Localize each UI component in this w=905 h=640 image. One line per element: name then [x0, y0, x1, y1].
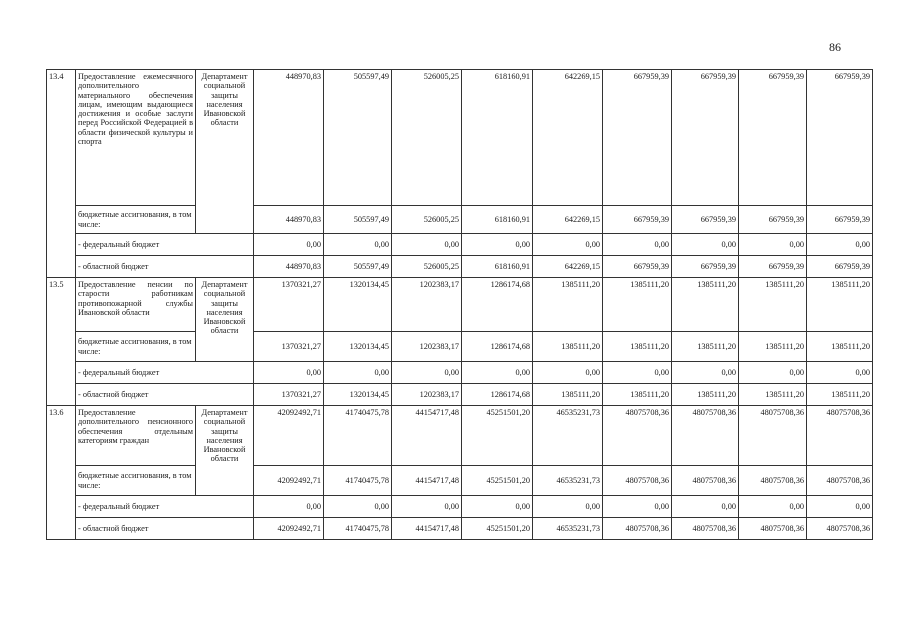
- value-cell: 1202383,17: [392, 332, 462, 362]
- value-cell: 46535231,73: [533, 466, 603, 496]
- value-cell: 1385111,20: [807, 278, 873, 332]
- value-cell: 1320134,45: [324, 278, 392, 332]
- page-number: 86: [829, 40, 841, 54]
- value-cell: 0,00: [739, 362, 807, 384]
- value-cell: 1385111,20: [672, 384, 739, 406]
- value-cell: 1320134,45: [324, 384, 392, 406]
- value-cell: 642269,15: [533, 206, 603, 234]
- value-cell: 1385111,20: [739, 384, 807, 406]
- value-cell: 0,00: [392, 496, 462, 518]
- value-cell: 45251501,20: [462, 466, 533, 496]
- value-cell: 1385111,20: [533, 332, 603, 362]
- value-cell: 1286174,68: [462, 278, 533, 332]
- value-cell: 667959,39: [672, 70, 739, 206]
- row-code: 13.4: [47, 70, 76, 278]
- value-cell: 48075708,36: [672, 518, 739, 540]
- value-cell: 45251501,20: [462, 518, 533, 540]
- value-cell: 448970,83: [254, 206, 324, 234]
- value-cell: 1286174,68: [462, 332, 533, 362]
- value-cell: 1370321,27: [254, 384, 324, 406]
- row-department: Департамент социальной защиты населения Ивановской области: [196, 70, 254, 234]
- value-cell: 0,00: [254, 362, 324, 384]
- value-cell: 618160,91: [462, 256, 533, 278]
- value-cell: 46535231,73: [533, 518, 603, 540]
- row-code: 13.6: [47, 406, 76, 540]
- value-cell: 667959,39: [807, 256, 873, 278]
- value-cell: 667959,39: [603, 256, 672, 278]
- value-cell: 1385111,20: [672, 278, 739, 332]
- value-cell: 0,00: [672, 496, 739, 518]
- value-cell: 48075708,36: [739, 466, 807, 496]
- row-name: Предоставление пенсии по старости работникам противопожарной службы Ивановской области: [76, 278, 196, 332]
- row-department: Департамент социальной защиты населения Ивановской области: [196, 406, 254, 496]
- value-cell: 667959,39: [739, 206, 807, 234]
- value-cell: 526005,25: [392, 70, 462, 206]
- value-cell: 0,00: [254, 234, 324, 256]
- value-cell: 0,00: [462, 496, 533, 518]
- value-cell: 618160,91: [462, 70, 533, 206]
- value-cell: 667959,39: [739, 70, 807, 206]
- value-cell: 42092492,71: [254, 466, 324, 496]
- subrow-label: - областной бюджет: [76, 518, 254, 540]
- value-cell: 1202383,17: [392, 384, 462, 406]
- value-cell: 526005,25: [392, 206, 462, 234]
- value-cell: 0,00: [603, 362, 672, 384]
- value-cell: 48075708,36: [603, 466, 672, 496]
- value-cell: 667959,39: [672, 256, 739, 278]
- value-cell: 0,00: [739, 496, 807, 518]
- subrow-label: - областной бюджет: [76, 384, 254, 406]
- value-cell: 0,00: [807, 234, 873, 256]
- value-cell: 642269,15: [533, 256, 603, 278]
- value-cell: 448970,83: [254, 256, 324, 278]
- table-subrow: [47, 362, 873, 384]
- value-cell: 667959,39: [603, 70, 672, 206]
- value-cell: 48075708,36: [672, 466, 739, 496]
- table-subrow: [47, 256, 873, 278]
- table-subrow: [47, 384, 873, 406]
- value-cell: 0,00: [603, 496, 672, 518]
- value-cell: 1385111,20: [807, 332, 873, 362]
- table-row: [47, 278, 873, 332]
- value-cell: 0,00: [603, 234, 672, 256]
- value-cell: 44154717,48: [392, 466, 462, 496]
- value-cell: 667959,39: [807, 206, 873, 234]
- value-cell: 41740475,78: [324, 466, 392, 496]
- value-cell: 48075708,36: [603, 406, 672, 466]
- value-cell: 45251501,20: [462, 406, 533, 466]
- row-department: Департамент социальной защиты населения Ивановской области: [196, 278, 254, 362]
- value-cell: 41740475,78: [324, 518, 392, 540]
- value-cell: 1385111,20: [739, 332, 807, 362]
- value-cell: 44154717,48: [392, 518, 462, 540]
- value-cell: 46535231,73: [533, 406, 603, 466]
- value-cell: 667959,39: [739, 256, 807, 278]
- budget-table: [46, 69, 873, 540]
- row-name: Предоставление дополнительного пенсионного обеспечения отдельным категориям граждан: [76, 406, 196, 466]
- value-cell: 1202383,17: [392, 278, 462, 332]
- value-cell: 505597,49: [324, 256, 392, 278]
- value-cell: 0,00: [392, 362, 462, 384]
- value-cell: 0,00: [392, 234, 462, 256]
- value-cell: 0,00: [739, 234, 807, 256]
- table-body: [47, 70, 873, 540]
- value-cell: 448970,83: [254, 70, 324, 206]
- value-cell: 1286174,68: [462, 384, 533, 406]
- subrow-label: бюджетные ассигнования, в том числе:: [76, 206, 196, 234]
- subrow-label: бюджетные ассигнования, в том числе:: [76, 466, 196, 496]
- value-cell: 1370321,27: [254, 332, 324, 362]
- value-cell: 0,00: [533, 234, 603, 256]
- value-cell: 1320134,45: [324, 332, 392, 362]
- row-code: 13.5: [47, 278, 76, 406]
- value-cell: 48075708,36: [603, 518, 672, 540]
- value-cell: 0,00: [462, 362, 533, 384]
- table-subrow: [47, 332, 873, 362]
- value-cell: 1385111,20: [603, 384, 672, 406]
- value-cell: 505597,49: [324, 206, 392, 234]
- value-cell: 1385111,20: [603, 332, 672, 362]
- table-subrow: [47, 234, 873, 256]
- value-cell: 667959,39: [807, 70, 873, 206]
- value-cell: 44154717,48: [392, 406, 462, 466]
- value-cell: 642269,15: [533, 70, 603, 206]
- table-row: [47, 406, 873, 466]
- value-cell: 505597,49: [324, 70, 392, 206]
- value-cell: 0,00: [324, 234, 392, 256]
- value-cell: 667959,39: [672, 206, 739, 234]
- value-cell: 48075708,36: [672, 406, 739, 466]
- value-cell: 526005,25: [392, 256, 462, 278]
- value-cell: 0,00: [324, 362, 392, 384]
- subrow-label: - областной бюджет: [76, 256, 254, 278]
- value-cell: 0,00: [807, 362, 873, 384]
- value-cell: 0,00: [807, 496, 873, 518]
- table-subrow: [47, 496, 873, 518]
- value-cell: 1385111,20: [603, 278, 672, 332]
- value-cell: 0,00: [672, 362, 739, 384]
- value-cell: 1385111,20: [533, 278, 603, 332]
- value-cell: 1385111,20: [672, 332, 739, 362]
- subrow-label: - федеральный бюджет: [76, 234, 254, 256]
- value-cell: 0,00: [324, 496, 392, 518]
- value-cell: 41740475,78: [324, 406, 392, 466]
- value-cell: 48075708,36: [807, 518, 873, 540]
- value-cell: 42092492,71: [254, 518, 324, 540]
- value-cell: 1370321,27: [254, 278, 324, 332]
- value-cell: 1385111,20: [739, 278, 807, 332]
- subrow-label: - федеральный бюджет: [76, 362, 254, 384]
- value-cell: 0,00: [254, 496, 324, 518]
- value-cell: 0,00: [533, 362, 603, 384]
- value-cell: 48075708,36: [807, 466, 873, 496]
- value-cell: 42092492,71: [254, 406, 324, 466]
- value-cell: 48075708,36: [807, 406, 873, 466]
- value-cell: 0,00: [533, 496, 603, 518]
- table-subrow: [47, 466, 873, 496]
- value-cell: 1385111,20: [533, 384, 603, 406]
- value-cell: 48075708,36: [739, 518, 807, 540]
- value-cell: 667959,39: [603, 206, 672, 234]
- value-cell: 618160,91: [462, 206, 533, 234]
- subrow-label: бюджетные ассигнования, в том числе:: [76, 332, 196, 362]
- value-cell: 0,00: [672, 234, 739, 256]
- value-cell: 0,00: [462, 234, 533, 256]
- table-subrow: [47, 518, 873, 540]
- table-row: [47, 70, 873, 206]
- row-name: Предоставление ежемесячного дополнительного материального обеспечения лицам, имеющим выдающиеся достижения и особые заслуги перед Российской Федерацией в области физической культуры и спорта: [76, 70, 196, 206]
- value-cell: 48075708,36: [739, 406, 807, 466]
- subrow-label: - федеральный бюджет: [76, 496, 254, 518]
- table-subrow: [47, 206, 873, 234]
- value-cell: 1385111,20: [807, 384, 873, 406]
